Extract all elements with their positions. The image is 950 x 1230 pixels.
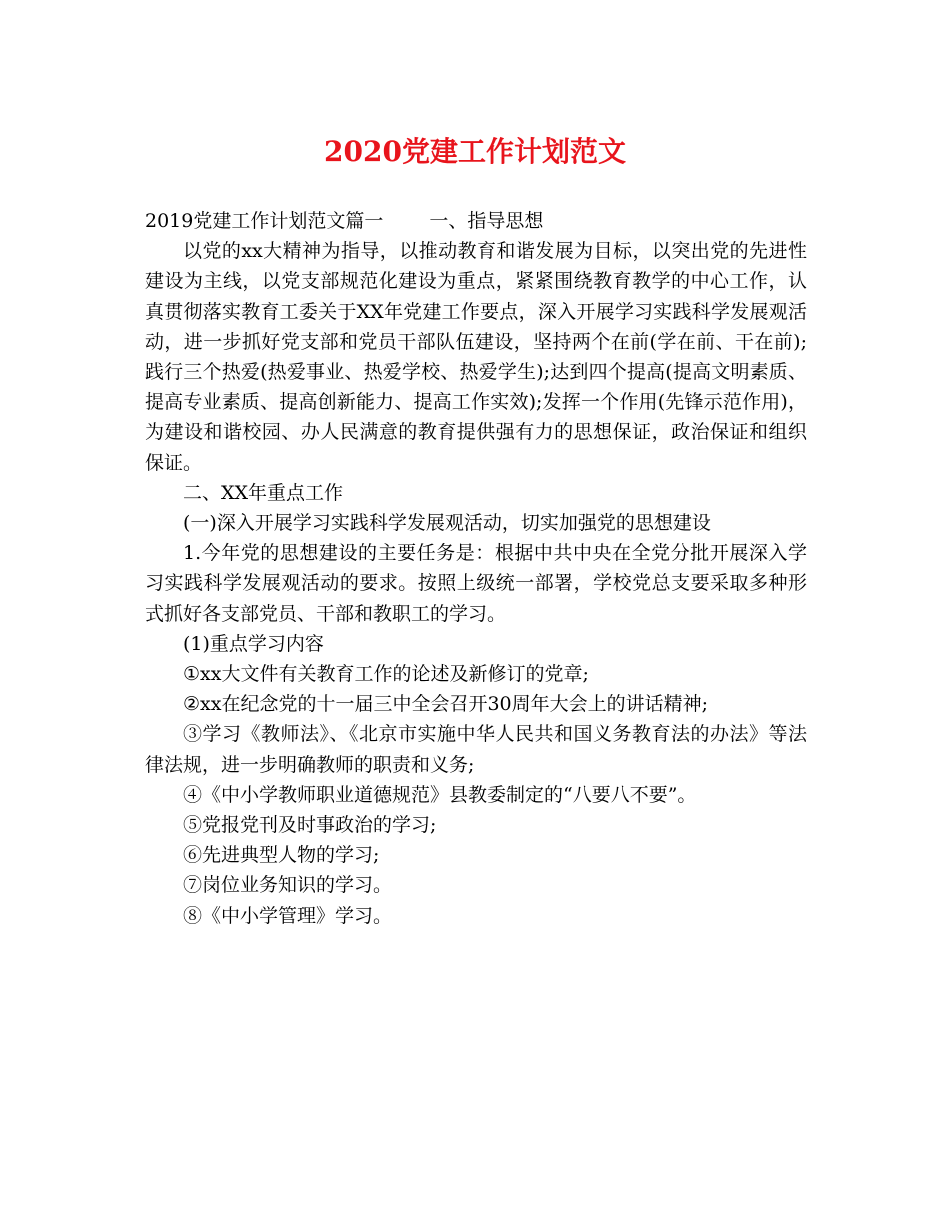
subsection-heading-1: (一)深入开展学习实践科学发展观活动，切实加强党的思想建设 (183, 512, 711, 535)
list-item: ⑤党报党刊及时事政治的学习; (183, 814, 437, 837)
list-item: ①xx大文件有关教育工作的论述及新修订的党章; (183, 663, 589, 686)
list-heading-study-content: (1)重点学习内容 (183, 632, 324, 655)
document-title: 2020党建工作计划范文 (324, 135, 626, 168)
list-item: ⑦岗位业务知识的学习。 (183, 874, 393, 897)
paragraph-main-task: 1.今年党的思想建设的主要任务是：根据中共中央在全党分批开展深入学习实践科学发展观活动的要求。按照上级统一部署，学校党总支要采取多种形式抓好各支部党员、干部和教职工的学习。 (145, 542, 807, 625)
section-heading-key-work: 二、XX年重点工作 (183, 481, 344, 504)
list-item: ⑥先进典型人物的学习; (183, 844, 380, 867)
list-item: ⑧《中小学管理》学习。 (183, 904, 393, 927)
intro-label: 2019党建工作计划范文篇一 (145, 210, 384, 232)
document-body (145, 206, 807, 931)
intro-heading: 一、指导思想 (429, 210, 544, 232)
list-item: ②xx在纪念党的十一届三中全会召开30周年大会上的讲话精神; (183, 693, 709, 716)
list-item: ③学习《教师法》、《北京市实施中华人民共和国义务教育法的办法》等法律法规，进一步明确教师的职责和义务; (145, 723, 807, 776)
list-item: ④《中小学教师职业道德规范》县教委制定的“八要八不要”。 (183, 783, 697, 806)
intro-line (145, 206, 807, 236)
paragraph-guiding-ideology: 以党的xx大精神为指导，以推动教育和谐发展为目标，以突出党的先进性建设为主线，以党支部规范化建设为重点，紧紧围绕教育教学的中心工作，认真贯彻落实教育工委关于XX年党建工作要点，深入开展学习实践科学发展观活动，进一步抓好党支部和党员干部队伍建设，坚持两个在前(学在前、干在前);践行三个热爱(热爱事业、热爱学校、热爱学生);达到四个提高(提高文明素质、提高专业素质、提高创新能力、提高工作实效);发挥一个作用(先锋示范作用)，为建设和谐校园、办人民满意的教育提供强有力的思想保证，政治保证和组织保证。 (145, 240, 807, 474)
